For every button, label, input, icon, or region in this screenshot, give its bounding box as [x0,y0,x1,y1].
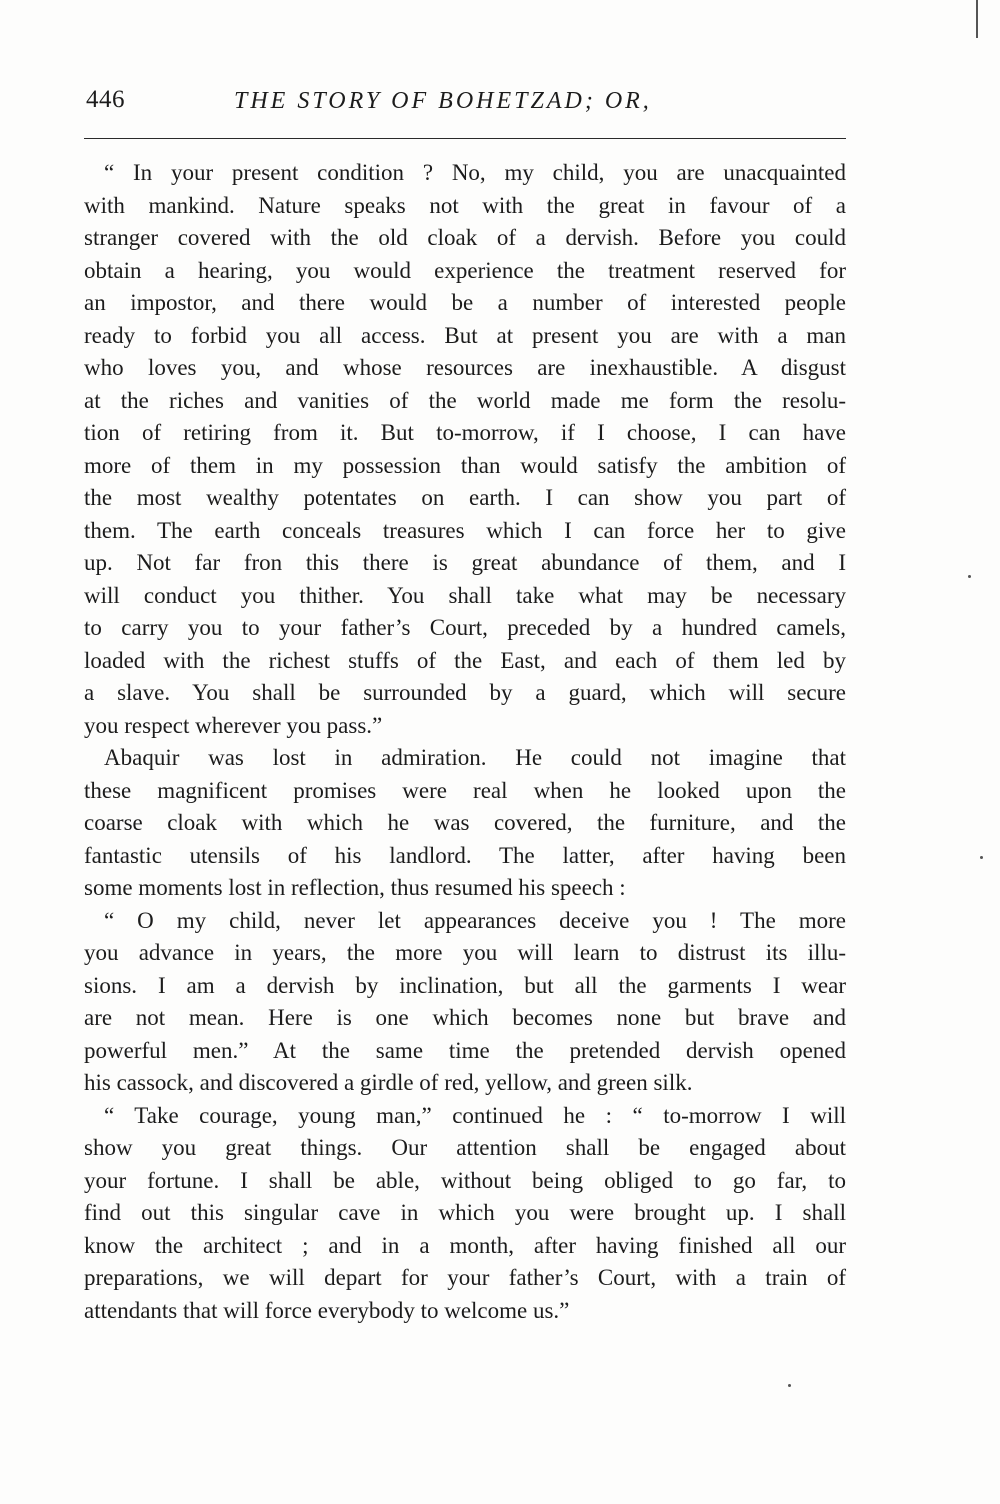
paper-speck [968,575,971,578]
text-line: find out this singular cave in which you were brought up. I shall [84,1200,846,1225]
text-line: show you great things. Our attention shall be engaged about [84,1135,846,1160]
text-line: your fortune. I shall be able, without being obliged to go far, to [84,1167,846,1193]
text-line: attendants that will force everybody to welcome us.” [84,1297,570,1323]
text-line: will conduct you thither. You shall take what may be necessary [84,582,846,608]
text-line: some moments lost in reflection, thus resumed his speech : [84,875,626,900]
text-line: “ In your present condition ? No, my child, you are unacquainted [104,160,846,185]
paper-speck [980,856,983,859]
text-line: are not mean. Here is one which becomes none but brave and [84,1005,846,1030]
text-line: coarse cloak with which he was covered, the furniture, and the [84,810,846,835]
header-rule [84,138,846,139]
text-line: tion of retiring from it. But to-morrow, if I choose, I can have [84,420,846,445]
text-line: a slave. You shall be surrounded by a guard, which will secure [84,680,846,705]
text-line: you advance in years, the more you will learn to distrust its illu- [84,940,846,965]
text-line: to carry you to your father’s Court, preceded by a hundred camels, [84,615,846,640]
text-line: you respect wherever you pass.” [84,712,383,738]
text-line: obtain a hearing, you would experience the treatment reserved for [84,257,846,283]
text-line: ready to forbid you all access. But at present you are with a man [84,322,846,348]
page-header [86,86,846,126]
text-line: “ Take courage, young man,” continued he : “ to-morrow I will [104,1102,846,1128]
text-line: “ O my child, never let appearances deceive you ! The more [104,907,846,933]
text-line: his cassock, and discovered a girdle of red, yellow, and green silk. [84,1070,693,1095]
text-line: stranger covered with the old cloak of a dervish. Before you could [84,225,846,250]
text-line: know the architect ; and in a month, after having finished all our [84,1232,846,1258]
text-line: an impostor, and there would be a number of interested people [84,290,846,315]
text-line: these magnificent promises were real when he looked upon the [84,777,846,803]
text-line: them. The earth conceals treasures which I can force her to give [84,517,846,543]
text-line: loaded with the richest stuffs of the East, and each of them led by [84,647,846,673]
paper-speck [788,1384,791,1387]
text-line: more of them in my possession than would satisfy the ambition of [84,452,846,478]
text-line: who loves you, and whose resources are inexhaustible. A disgust [84,355,846,380]
text-line: sions. I am a dervish by inclination, but all the garments I wear [84,972,846,998]
scan-edge-mark [976,0,978,38]
text-line: up. Not far fron this there is great abundance of them, and I [84,550,846,575]
text-line: powerful men.” At the same time the pretended dervish opened [84,1037,846,1063]
text-line: at the riches and vanities of the world made me form the resolu- [84,387,846,413]
running-title: THE STORY OF BOHETZAD; OR, [234,88,652,114]
text-line: the most wealthy potentates on earth. I can show you part of [84,485,846,510]
text-line: fantastic utensils of his landlord. The latter, after having been [84,842,846,868]
text-line: with mankind. Nature speaks not with the great in favour of a [84,192,846,218]
text-line: preparations, we will depart for your father’s Court, with a train of [84,1265,846,1290]
body-text [84,157,846,1327]
text-line: Abaquir was lost in admiration. He could not imagine that [104,745,846,770]
page-number: 446 [86,86,125,113]
